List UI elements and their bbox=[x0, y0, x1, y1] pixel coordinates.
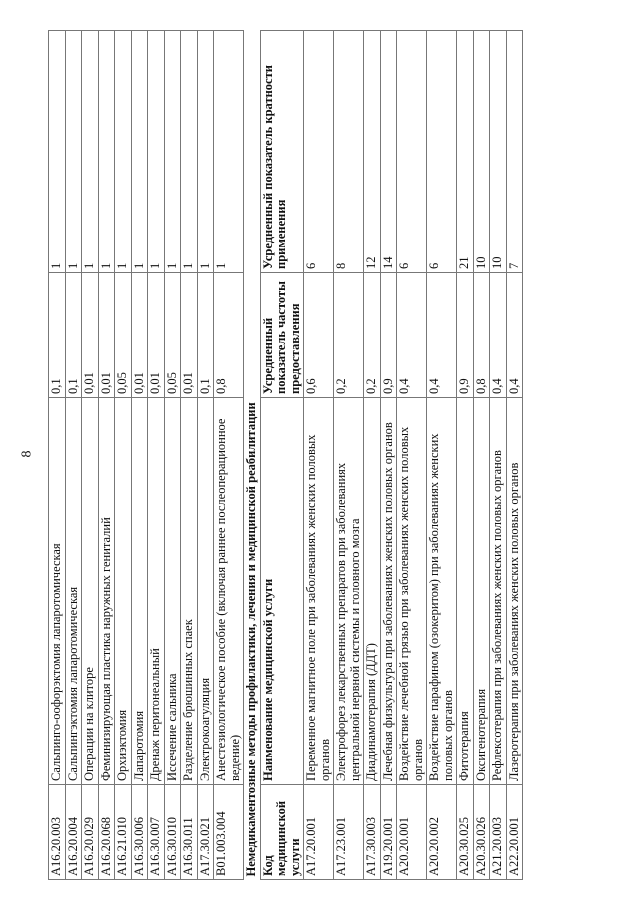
service-name: Анестезиологическое пособие (включая раннее послеоперационное ведение) bbox=[214, 398, 244, 785]
table-row bbox=[490, 31, 507, 880]
service-code: A17.30.003 bbox=[364, 785, 381, 880]
table-row bbox=[334, 31, 364, 880]
service-name: Разделение брюшинных спаек bbox=[181, 398, 198, 785]
table-row bbox=[115, 31, 132, 880]
service-name: Дренаж перитонеальный bbox=[148, 398, 165, 785]
section-title-row bbox=[244, 31, 261, 880]
table-row bbox=[181, 31, 198, 880]
multiplicity-value: 8 bbox=[334, 31, 364, 273]
service-name: Сальпинго-оофорэктомия лапаротомическая bbox=[49, 398, 66, 785]
table-row bbox=[397, 31, 427, 880]
multiplicity-value: 1 bbox=[148, 31, 165, 273]
service-name: Рефлексотерапия при заболеваниях женских половых органов bbox=[490, 398, 507, 785]
frequency-value: 0,01 bbox=[181, 273, 198, 398]
service-name: Лапаротомия bbox=[131, 398, 148, 785]
header-multiplicity: Усредненный показатель кратности применения bbox=[260, 31, 304, 273]
frequency-value: 0,2 bbox=[334, 273, 364, 398]
multiplicity-value: 1 bbox=[115, 31, 132, 273]
section-title: Немедикаментозные методы профилактики, лечения и медицинской реабилитации bbox=[244, 31, 261, 880]
frequency-value: 0,1 bbox=[49, 273, 66, 398]
page-number: 8 bbox=[19, 450, 35, 458]
multiplicity-value: 1 bbox=[98, 31, 115, 273]
service-code: A16.20.004 bbox=[65, 785, 82, 880]
service-code: B01.003.004 bbox=[214, 785, 244, 880]
service-code: A21.20.003 bbox=[490, 785, 507, 880]
frequency-value: 0,9 bbox=[380, 273, 397, 398]
non-drug-services-rows bbox=[304, 31, 523, 880]
multiplicity-value: 6 bbox=[304, 31, 334, 273]
service-code: A20.30.026 bbox=[473, 785, 490, 880]
multiplicity-value: 10 bbox=[473, 31, 490, 273]
table-row bbox=[82, 31, 99, 880]
table-row bbox=[304, 31, 334, 880]
section-block bbox=[244, 31, 304, 880]
service-name: Фитотерапия bbox=[457, 398, 474, 785]
service-name: Операции на клиторе bbox=[82, 398, 99, 785]
service-name: Лечебная физкультура при заболеваниях женских половых органов bbox=[380, 398, 397, 785]
frequency-value: 0,4 bbox=[397, 273, 427, 398]
frequency-value: 0,01 bbox=[148, 273, 165, 398]
service-code: A20.20.002 bbox=[427, 785, 457, 880]
multiplicity-value: 7 bbox=[506, 31, 523, 273]
table-row bbox=[98, 31, 115, 880]
frequency-value: 0,01 bbox=[98, 273, 115, 398]
frequency-value: 0,8 bbox=[473, 273, 490, 398]
table-row bbox=[473, 31, 490, 880]
header-code: Код медицинской услуги bbox=[260, 785, 304, 880]
table-row bbox=[427, 31, 457, 880]
multiplicity-value: 1 bbox=[131, 31, 148, 273]
services-table bbox=[48, 30, 523, 880]
table-row bbox=[65, 31, 82, 880]
service-name: Воздействие парафином (озокеритом) при заболеваниях женских половых органов bbox=[427, 398, 457, 785]
table-row bbox=[457, 31, 474, 880]
frequency-value: 0,1 bbox=[65, 273, 82, 398]
service-code: A16.30.010 bbox=[164, 785, 181, 880]
header-frequency: Усредненный показатель частоты предоставления bbox=[260, 273, 304, 398]
service-name: Иссечение сальника bbox=[164, 398, 181, 785]
multiplicity-value: 6 bbox=[397, 31, 427, 273]
table-row bbox=[197, 31, 214, 880]
service-code: A16.21.010 bbox=[115, 785, 132, 880]
multiplicity-value: 1 bbox=[49, 31, 66, 273]
frequency-value: 0,8 bbox=[214, 273, 244, 398]
service-code: A20.20.001 bbox=[397, 785, 427, 880]
frequency-value: 0,4 bbox=[427, 273, 457, 398]
service-code: A16.20.068 bbox=[98, 785, 115, 880]
multiplicity-value: 1 bbox=[197, 31, 214, 273]
service-code: A20.30.025 bbox=[457, 785, 474, 880]
service-code: A16.30.006 bbox=[131, 785, 148, 880]
frequency-value: 0,01 bbox=[82, 273, 99, 398]
service-name: Оксигенотерапия bbox=[473, 398, 490, 785]
surgical-services-rows bbox=[49, 31, 244, 880]
frequency-value: 0,4 bbox=[490, 273, 507, 398]
service-name: Сальпингэктомия лапаротомическая bbox=[65, 398, 82, 785]
frequency-value: 0,01 bbox=[131, 273, 148, 398]
frequency-value: 0,9 bbox=[457, 273, 474, 398]
frequency-value: 0,1 bbox=[197, 273, 214, 398]
frequency-value: 0,05 bbox=[164, 273, 181, 398]
table-row bbox=[49, 31, 66, 880]
multiplicity-value: 1 bbox=[164, 31, 181, 273]
service-name: Диадинамотерапия (ДДТ) bbox=[364, 398, 381, 785]
table-row bbox=[131, 31, 148, 880]
table-row bbox=[380, 31, 397, 880]
service-code: A17.23.001 bbox=[334, 785, 364, 880]
frequency-value: 0,4 bbox=[506, 273, 523, 398]
service-code: A17.20.001 bbox=[304, 785, 334, 880]
service-name: Переменное магнитное поле при заболеваниях женских половых органов bbox=[304, 398, 334, 785]
table-header-row bbox=[260, 31, 304, 880]
multiplicity-value: 12 bbox=[364, 31, 381, 273]
multiplicity-value: 10 bbox=[490, 31, 507, 273]
service-name: Электрокоагуляция bbox=[197, 398, 214, 785]
service-name: Феминизирующая пластика наружных гениталий bbox=[98, 398, 115, 785]
multiplicity-value: 1 bbox=[214, 31, 244, 273]
service-code: A16.30.011 bbox=[181, 785, 198, 880]
frequency-value: 0,6 bbox=[304, 273, 334, 398]
services-sheet bbox=[48, 30, 608, 880]
header-name: Наименование медицинской услуги bbox=[260, 398, 304, 785]
service-name: Лазеротерапия при заболеваниях женских половых органов bbox=[506, 398, 523, 785]
multiplicity-value: 6 bbox=[427, 31, 457, 273]
service-code: A22.20.001 bbox=[506, 785, 523, 880]
table-row bbox=[214, 31, 244, 880]
frequency-value: 0,2 bbox=[364, 273, 381, 398]
service-code: A16.20.003 bbox=[49, 785, 66, 880]
table-row bbox=[148, 31, 165, 880]
service-name: Электрофорез лекарственных препаратов при заболеваниях центральной нервной системы и головного мозга bbox=[334, 398, 364, 785]
frequency-value: 0,05 bbox=[115, 273, 132, 398]
service-name: Орхиэктомия bbox=[115, 398, 132, 785]
service-name: Воздействие лечебной грязью при заболеваниях женских половых органов bbox=[397, 398, 427, 785]
table-row bbox=[164, 31, 181, 880]
multiplicity-value: 14 bbox=[380, 31, 397, 273]
service-code: A16.30.007 bbox=[148, 785, 165, 880]
multiplicity-value: 1 bbox=[65, 31, 82, 273]
table-row bbox=[364, 31, 381, 880]
multiplicity-value: 1 bbox=[82, 31, 99, 273]
service-code: A17.30.021 bbox=[197, 785, 214, 880]
service-code: A16.20.029 bbox=[82, 785, 99, 880]
table-row bbox=[506, 31, 523, 880]
multiplicity-value: 1 bbox=[181, 31, 198, 273]
multiplicity-value: 21 bbox=[457, 31, 474, 273]
service-code: A19.20.001 bbox=[380, 785, 397, 880]
